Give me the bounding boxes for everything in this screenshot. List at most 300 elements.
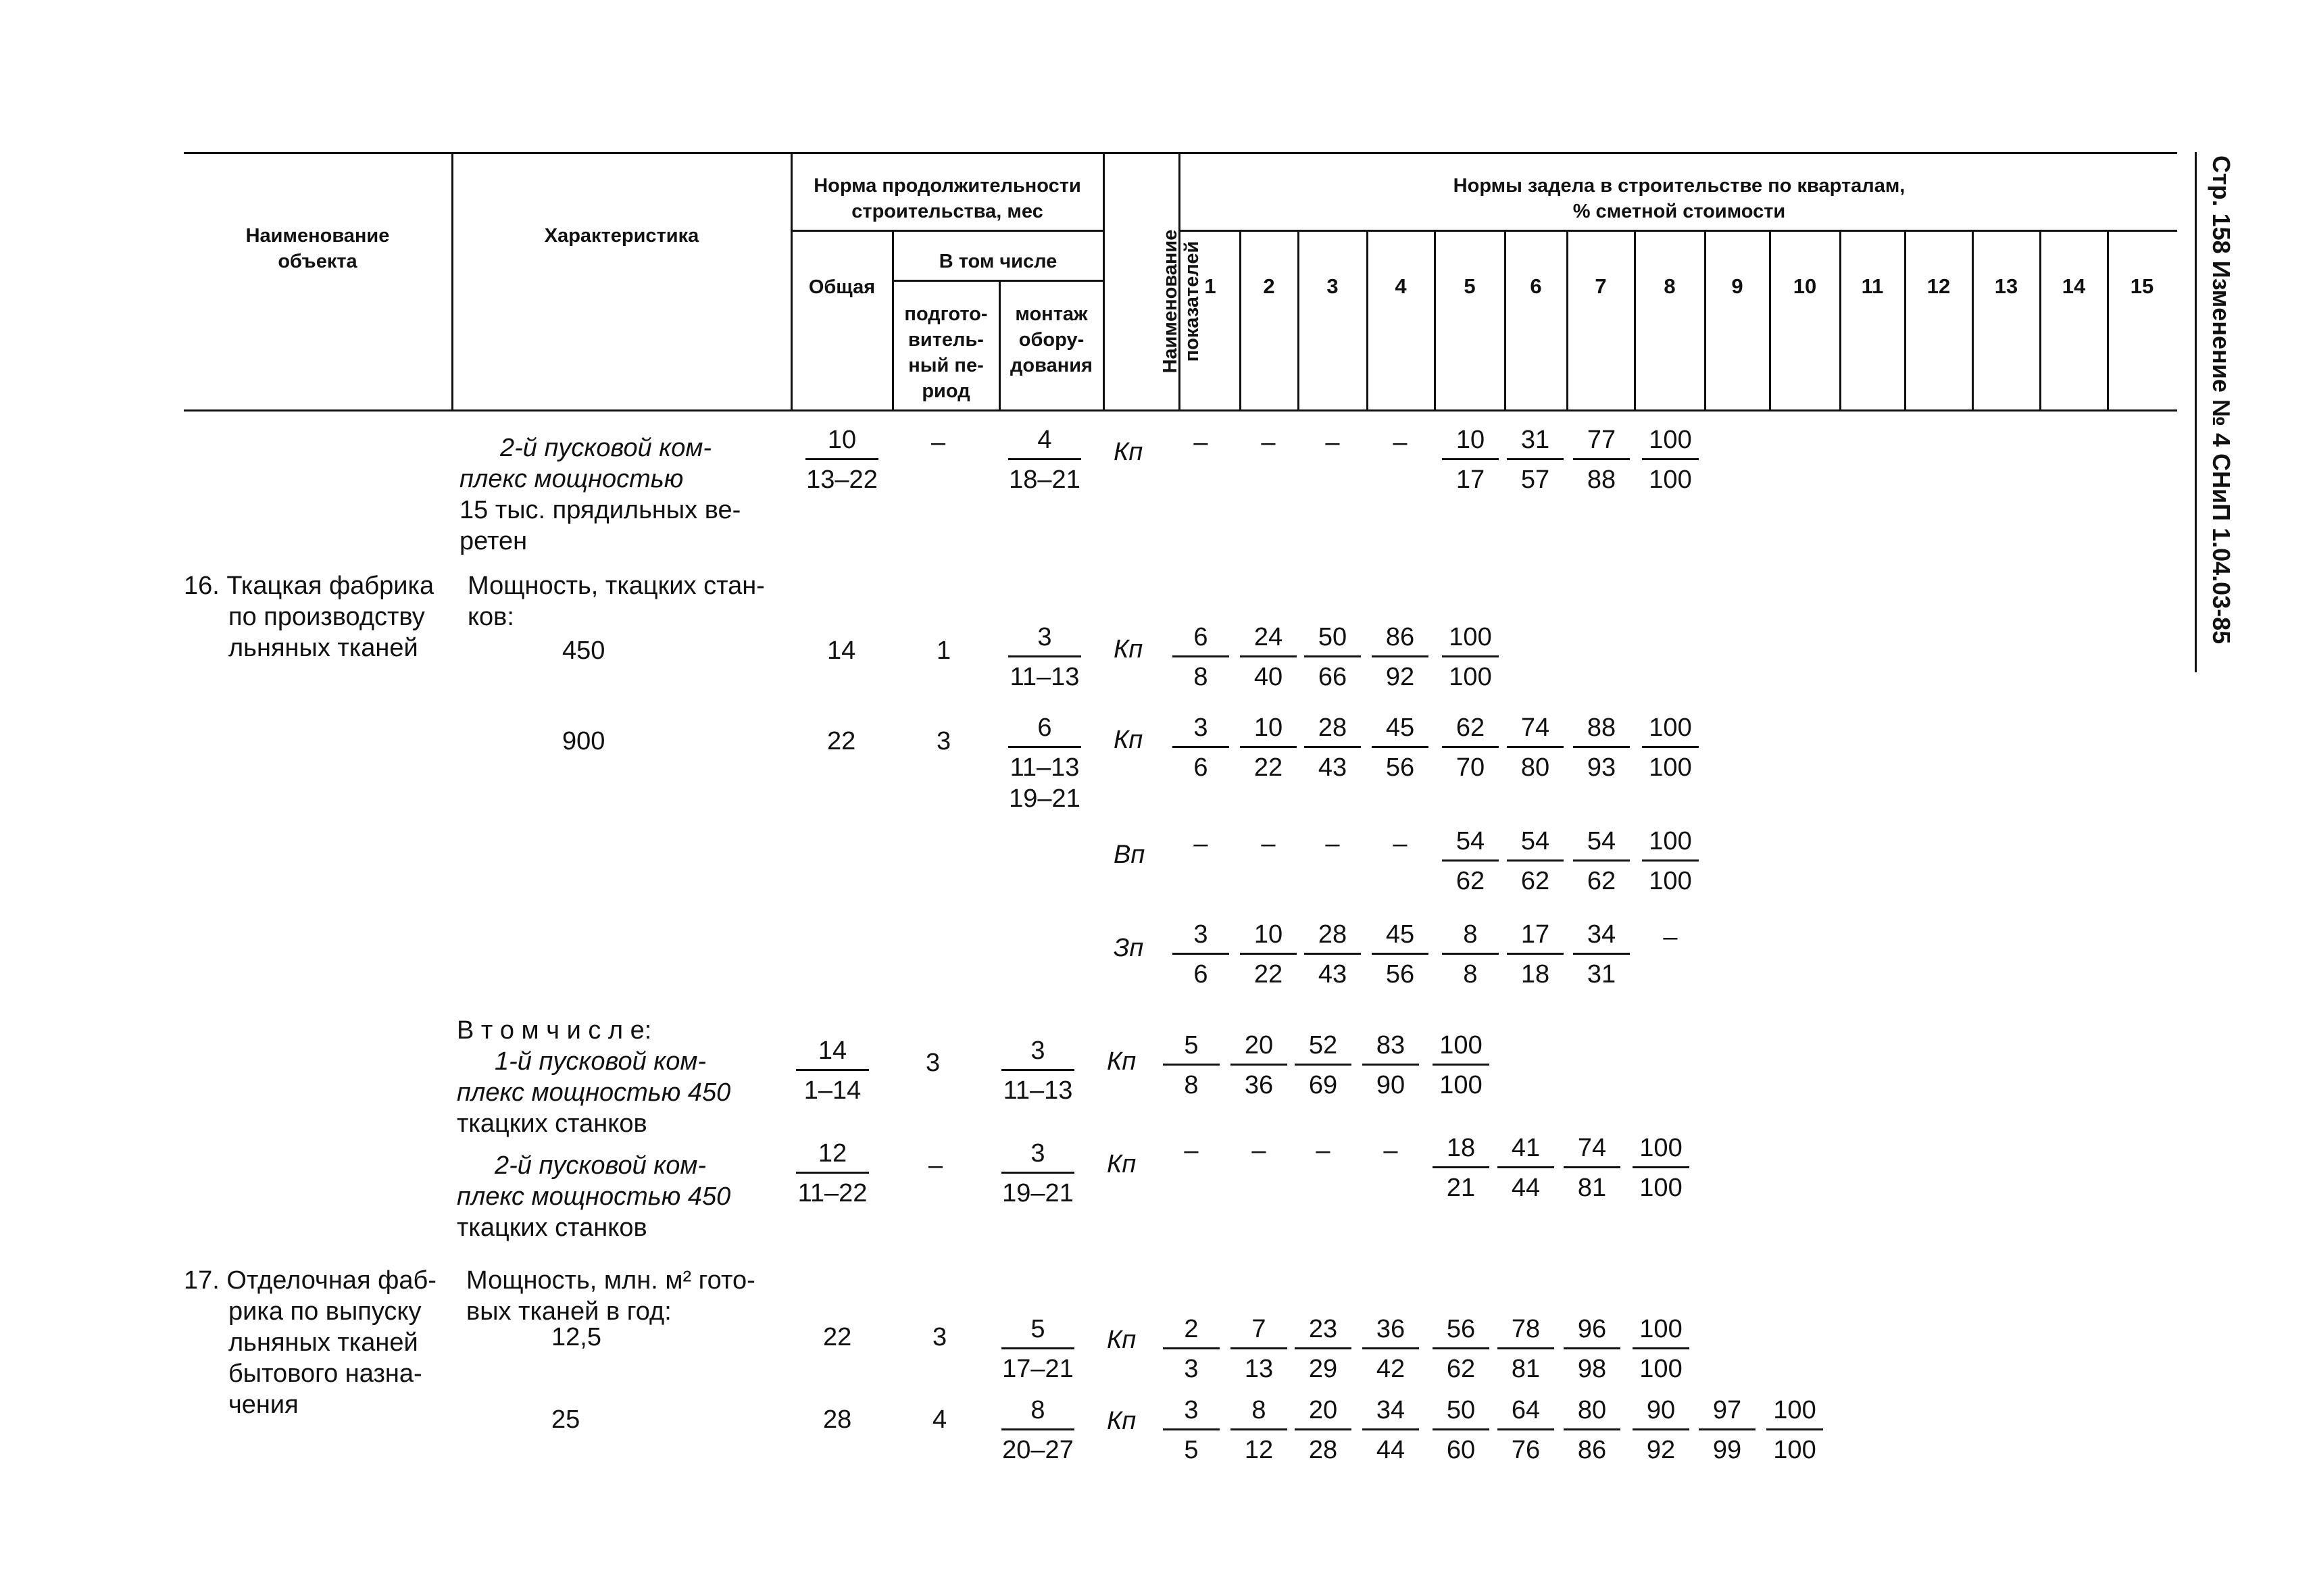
header-preparatory-line3: ный пе- (908, 355, 984, 376)
row-16-c2-total-den: 11–22 (797, 1179, 868, 1207)
header-object-name-line2: объекта (278, 251, 357, 272)
row-16-c1-char-line2: 1-й пусковой ком- (495, 1047, 707, 1076)
fraction-bar (1372, 953, 1428, 955)
col-divider-q3 (1366, 231, 1368, 412)
row-17-b-equip-num: 8 (1030, 1396, 1045, 1424)
quarter-value-den: 100 (1639, 1355, 1683, 1383)
col-divider-q12 (1972, 231, 1974, 412)
quarter-value-fraction (1358, 1395, 1423, 1466)
row-17-object (184, 1265, 437, 1420)
fraction-bar (1230, 1428, 1287, 1430)
row-17-b-equip-den: 20–27 (1002, 1436, 1074, 1464)
fraction-bar (1240, 655, 1297, 657)
row-17-b-prep: 4 (932, 1405, 947, 1434)
page-marker (2195, 155, 2235, 682)
fraction-bar (1372, 746, 1428, 748)
quarter-value-den: 88 (1587, 466, 1616, 494)
quarter-value-den: 29 (1308, 1355, 1338, 1383)
quarter-value-num: 3 (1193, 714, 1208, 742)
quarter-value-fraction (1236, 919, 1301, 990)
header-duration-norm (792, 173, 1103, 224)
header-total: Общая (808, 276, 876, 298)
header-top-rule (184, 152, 2177, 154)
header-equipment-line2: обору- (1018, 329, 1085, 351)
quarter-value-den: 100 (1773, 1436, 1816, 1464)
row-16-object-line2: по производству (228, 603, 425, 631)
quarter-number: 13 (1994, 274, 2018, 298)
row-16-900-equip (1004, 712, 1085, 814)
quarter-value-num: 62 (1455, 714, 1485, 742)
row-16-c2-char-line3: ткацких станков (457, 1214, 647, 1242)
quarter-value-den: 36 (1244, 1071, 1274, 1099)
row-16-450-equip-num: 3 (1037, 623, 1052, 651)
row-16-char-line1: Мощность, ткацких стан- (468, 572, 765, 600)
quarter-value-fraction (1560, 1132, 1624, 1203)
fraction-bar (1001, 1428, 1074, 1430)
fraction-bar (1008, 655, 1081, 657)
quarter-number: 14 (2062, 274, 2086, 298)
row-17-b-capacity: 25 (551, 1405, 580, 1434)
quarter-value-dash: – (1393, 428, 1408, 457)
row-a-prep: – (931, 428, 946, 457)
fraction-bar (1001, 1172, 1074, 1174)
row-16-450-equip (1004, 622, 1085, 693)
quarter-value-fraction (1291, 1395, 1355, 1466)
quarter-value-num: 74 (1520, 714, 1550, 742)
quarter-value-fraction (1628, 1132, 1693, 1203)
quarter-value-num: 88 (1587, 714, 1616, 742)
fraction-bar (1573, 859, 1630, 862)
row-a-equip-num: 4 (1037, 426, 1052, 454)
row-16-c2-char (457, 1150, 730, 1243)
quarter-value-fraction (1438, 712, 1503, 783)
quarter-value-fraction (1762, 1395, 1827, 1466)
quarter-value-den: 56 (1385, 960, 1415, 989)
quarter-value-num: 6 (1193, 623, 1208, 651)
quarter-value-fraction (1300, 919, 1365, 990)
row-16-c2-indicator: Кп (1107, 1150, 1137, 1178)
quarter-value-num: 10 (1455, 426, 1485, 454)
quarter-value-fraction (1358, 1030, 1423, 1101)
row-a-equip (1004, 424, 1085, 495)
row-16-c2-total-num: 12 (818, 1139, 847, 1168)
quarter-value-fraction (1503, 424, 1568, 495)
fraction-bar (1507, 859, 1564, 862)
fraction-bar (1642, 458, 1699, 460)
quarter-value-den: 66 (1318, 663, 1347, 691)
quarter-value-den: 5 (1184, 1436, 1199, 1464)
fraction-bar (1642, 859, 1699, 862)
fraction-bar (805, 458, 878, 460)
fraction-bar (1442, 655, 1499, 657)
quarter-value-num: 96 (1577, 1315, 1607, 1343)
quarter-value-num: 17 (1520, 920, 1550, 949)
quarter-value-fraction (1226, 1314, 1291, 1385)
quarter-value-num: 100 (1439, 1031, 1483, 1059)
row-16-object (184, 570, 434, 664)
fraction-bar (1442, 953, 1499, 955)
col-divider-q9 (1769, 231, 1771, 412)
quarter-value-num: 52 (1308, 1031, 1338, 1059)
quarter-value-den: 62 (1520, 867, 1550, 895)
quarter-value-num: 8 (1251, 1396, 1266, 1424)
header-duration-norm-line2: строительства, мес (851, 201, 1043, 222)
row-17-a-equip-num: 5 (1030, 1315, 1045, 1343)
quarter-value-fraction (1428, 1132, 1493, 1203)
quarter-value-num: 45 (1385, 714, 1415, 742)
quarter-value-dash: – (1261, 830, 1276, 858)
duration-subheader-rule (792, 230, 1104, 232)
header-backlog-line1: Нормы задела в строительстве по кварталам, (1453, 175, 1906, 197)
fraction-bar (1372, 655, 1428, 657)
row-17-a-total: 22 (823, 1323, 852, 1351)
quarter-value-den: 100 (1649, 753, 1692, 782)
quarter-number: 8 (1664, 274, 1676, 298)
quarter-value-num: 80 (1577, 1396, 1607, 1424)
row-16-c1-equip-num: 3 (1030, 1037, 1045, 1065)
fraction-bar (1163, 1428, 1220, 1430)
quarter-value-den: 12 (1244, 1436, 1274, 1464)
row-16-450-equip-den: 11–13 (1010, 663, 1080, 691)
quarter-value-num: 34 (1376, 1396, 1405, 1424)
fraction-bar (1507, 746, 1564, 748)
row-17-char-line2: вых тканей в год: (466, 1297, 672, 1326)
quarter-value-num: 97 (1712, 1396, 1742, 1424)
page-marker-rule (2195, 152, 2197, 672)
quarter-number: 11 (1861, 274, 1884, 298)
header-object-name-line1: Наименование (245, 225, 390, 247)
quarter-value-num: 28 (1318, 714, 1347, 742)
fraction-bar (1362, 1064, 1419, 1066)
quarter-value-den: 70 (1455, 753, 1485, 782)
fraction-bar (1497, 1347, 1554, 1349)
quarter-value-fraction (1493, 1314, 1558, 1385)
quarter-value-num: 50 (1318, 623, 1347, 651)
quarter-value-den: 13 (1244, 1355, 1274, 1383)
col-divider-q5 (1504, 231, 1506, 412)
quarter-value-fraction (1291, 1314, 1355, 1385)
row-17-b-equip (997, 1395, 1078, 1466)
quarter-value-num: 50 (1446, 1396, 1476, 1424)
quarter-value-fraction (1236, 622, 1301, 693)
fraction-bar (1295, 1347, 1351, 1349)
row-a-char-line1: 2-й пусковой ком- (500, 434, 712, 462)
row-16-char (468, 570, 765, 632)
quarter-value-fraction (1628, 1314, 1693, 1385)
fraction-bar (1564, 1347, 1620, 1349)
quarter-number: 9 (1731, 274, 1743, 298)
quarter-value-fraction (1168, 712, 1233, 783)
quarter-value-num: 20 (1308, 1396, 1338, 1424)
quarter-value-den: 86 (1577, 1436, 1607, 1464)
header-characteristic: Характеристика (544, 225, 699, 247)
quarter-value-den: 42 (1376, 1355, 1405, 1383)
fraction-bar (1497, 1166, 1554, 1168)
quarter-value-fraction (1428, 1395, 1493, 1466)
fraction-bar (1442, 746, 1499, 748)
fraction-bar (1564, 1166, 1620, 1168)
quarter-value-den: 62 (1455, 867, 1485, 895)
header-indicator-line2: показателей (1181, 241, 1203, 362)
quarter-value-fraction (1368, 919, 1433, 990)
quarter-value-fraction (1695, 1395, 1760, 1466)
row-16-c2-equip-num: 3 (1030, 1139, 1045, 1168)
col-divider-q13 (2039, 231, 2041, 412)
quarter-number: 5 (1464, 274, 1476, 298)
fraction-bar (1240, 953, 1297, 955)
row-16-900-total: 22 (827, 727, 856, 755)
fraction-bar (1573, 746, 1630, 748)
quarter-value-num: 64 (1511, 1396, 1541, 1424)
quarter-value-den: 18 (1520, 960, 1550, 989)
row-16-900-kp: Кп (1114, 726, 1143, 754)
quarter-value-den: 92 (1385, 663, 1415, 691)
fraction-bar (1172, 655, 1229, 657)
quarter-value-num: 24 (1253, 623, 1283, 651)
quarter-value-fraction (1368, 712, 1433, 783)
row-16-c2-char-line1: 2-й пусковой ком- (495, 1151, 707, 1180)
row-a-char-line3: 15 тыс. прядильных ве- (459, 496, 741, 524)
row-16-450-indicator: Кп (1114, 635, 1143, 664)
header-preparatory-line1: подгото- (904, 303, 988, 325)
quarter-value-fraction (1291, 1030, 1355, 1101)
col-divider-q2 (1297, 231, 1299, 412)
col-divider-q6 (1566, 231, 1568, 412)
quarter-value-fraction (1368, 622, 1433, 693)
col-divider-q11 (1904, 231, 1906, 412)
quarter-value-den: 31 (1587, 960, 1616, 989)
quarter-value-den: 3 (1184, 1355, 1199, 1383)
header-backlog-norms (1181, 173, 2177, 224)
fraction-bar (1295, 1064, 1351, 1066)
fraction-bar (1497, 1428, 1554, 1430)
col-divider-q4 (1434, 231, 1436, 412)
quarter-value-den: 57 (1520, 466, 1550, 494)
quarter-value-num: 3 (1184, 1396, 1199, 1424)
header-equipment-line1: монтаж (1015, 303, 1088, 325)
header-including: В том числе (939, 251, 1057, 272)
fraction-bar (1433, 1428, 1489, 1430)
quarter-value-fraction (1226, 1395, 1291, 1466)
quarter-value-den: 76 (1511, 1436, 1541, 1464)
row-16-c1-char (457, 1015, 730, 1139)
quarter-value-num: 23 (1308, 1315, 1338, 1343)
quarter-number: 1 (1204, 274, 1216, 298)
quarter-value-fraction (1503, 712, 1568, 783)
fraction-bar (1172, 746, 1229, 748)
fraction-bar (1507, 458, 1564, 460)
quarter-value-fraction (1168, 622, 1233, 693)
quarter-value-fraction (1159, 1314, 1224, 1385)
fraction-bar (1433, 1347, 1489, 1349)
quarter-value-den: 90 (1376, 1071, 1405, 1099)
fraction-bar (796, 1172, 869, 1174)
quarter-value-fraction (1638, 826, 1703, 897)
quarter-value-num: 83 (1376, 1031, 1405, 1059)
fraction-bar (1442, 458, 1499, 460)
quarter-value-fraction (1226, 1030, 1291, 1101)
quarter-value-den: 100 (1639, 1174, 1683, 1202)
row-a-total (801, 424, 882, 495)
row-16-450-total: 14 (827, 637, 856, 665)
header-bottom-rule (184, 409, 2177, 412)
quarter-value-num: 3 (1193, 920, 1208, 949)
row-17-a-capacity: 12,5 (551, 1323, 601, 1351)
quarter-value-fraction (1569, 424, 1634, 495)
header-backlog-line2: % сметной стоимости (1572, 201, 1786, 222)
quarter-value-num: 100 (1639, 1315, 1683, 1343)
fraction-bar (1362, 1428, 1419, 1430)
quarter-value-fraction (1358, 1314, 1423, 1385)
row-16-450-prep: 1 (937, 637, 951, 665)
quarter-value-num: 54 (1587, 827, 1616, 855)
fraction-bar (1230, 1064, 1287, 1066)
quarter-value-dash: – (1316, 1137, 1330, 1165)
quarter-value-num: 100 (1649, 827, 1692, 855)
quarter-value-num: 54 (1520, 827, 1550, 855)
row-16-c2-prep: – (928, 1151, 943, 1180)
quarter-value-den: 21 (1446, 1174, 1476, 1202)
header-indicator-name (1160, 220, 1203, 382)
quarter-value-num: 100 (1639, 1134, 1683, 1162)
quarter-value-den: 60 (1446, 1436, 1476, 1464)
fraction-bar (1295, 1428, 1351, 1430)
fraction-bar (1766, 1428, 1823, 1430)
quarter-value-den: 98 (1577, 1355, 1607, 1383)
fraction-bar (1507, 953, 1564, 955)
row-16-object-line1: 16. Ткацкая фабрика (184, 572, 434, 600)
quarter-value-fraction (1569, 919, 1634, 990)
row-17-char (466, 1265, 755, 1327)
quarter-value-den: 17 (1455, 466, 1485, 494)
row-16-900-equip-num: 6 (1037, 714, 1052, 742)
quarter-value-den: 22 (1253, 960, 1283, 989)
quarter-value-den: 44 (1376, 1436, 1405, 1464)
quarter-value-num: 41 (1511, 1134, 1541, 1162)
quarter-value-num: 90 (1646, 1396, 1676, 1424)
page-marker-text: Стр. 158 Изменение № 4 СНиП 1.04.03-85 (2208, 155, 2235, 645)
row-a-char (459, 432, 741, 557)
row-16-c2-char-line2: плекс мощностью 450 (457, 1182, 731, 1211)
quarter-value-fraction (1560, 1395, 1624, 1466)
quarter-value-den: 56 (1385, 753, 1415, 782)
row-16-c2-total (792, 1138, 873, 1209)
header-equipment-line3: дования (1010, 355, 1093, 376)
row-17-a-indicator: Кп (1107, 1326, 1137, 1354)
quarter-number: 12 (1926, 274, 1951, 298)
quarter-value-num: 5 (1184, 1031, 1199, 1059)
fraction-bar (1008, 746, 1081, 748)
fraction-bar (1163, 1064, 1220, 1066)
row-16-c1-prep: 3 (926, 1049, 941, 1077)
quarter-value-num: 100 (1649, 426, 1692, 454)
row-17-b-total: 28 (823, 1405, 852, 1434)
row-16-900-zp: Зп (1114, 934, 1144, 962)
quarter-value-dash: – (1663, 923, 1678, 951)
row-16-900-equip-extra: 19–21 (1009, 784, 1080, 813)
quarter-number: 10 (1793, 274, 1817, 298)
quarter-value-num: 45 (1385, 920, 1415, 949)
quarter-number: 2 (1263, 274, 1275, 298)
quarter-value-den: 93 (1587, 753, 1616, 782)
quarter-value-num: 31 (1520, 426, 1550, 454)
row-a-char-line2: плекс мощностью (459, 465, 684, 493)
quarter-value-num: 54 (1455, 827, 1485, 855)
quarter-value-num: 86 (1385, 623, 1415, 651)
quarter-value-fraction (1428, 1314, 1493, 1385)
quarter-number: 4 (1395, 274, 1407, 298)
row-17-b-indicator: Кп (1107, 1407, 1137, 1435)
row-16-900-equip-den: 11–13 (1010, 753, 1080, 782)
quarter-value-den: 8 (1193, 663, 1208, 691)
quarter-value-fraction (1438, 424, 1503, 495)
fraction-bar (796, 1069, 869, 1071)
row-16-c1-indicator: Кп (1107, 1047, 1137, 1076)
quarter-number: 7 (1595, 274, 1607, 298)
backlog-subheader-rule (1180, 230, 2177, 232)
header-object-name (184, 223, 451, 274)
quarter-value-num: 100 (1449, 623, 1492, 651)
quarter-value-num: 100 (1773, 1396, 1816, 1424)
quarter-value-fraction (1503, 919, 1568, 990)
quarter-value-fraction (1638, 712, 1703, 783)
row-17-a-prep: 3 (932, 1323, 947, 1351)
quarter-value-den: 8 (1184, 1071, 1199, 1099)
header-duration-norm-line1: Норма продолжительности (814, 175, 1081, 197)
quarter-value-fraction (1569, 712, 1634, 783)
quarter-value-fraction (1638, 424, 1703, 495)
fraction-bar (1699, 1428, 1756, 1430)
row-16-c1-equip (997, 1035, 1078, 1106)
quarter-value-fraction (1493, 1132, 1558, 1203)
quarter-value-den: 22 (1253, 753, 1283, 782)
row-16-900-capacity: 900 (562, 727, 605, 755)
row-16-c1-total-num: 14 (818, 1037, 847, 1065)
fraction-bar (1001, 1069, 1074, 1071)
col-divider-q8 (1704, 231, 1706, 412)
quarter-value-dash: – (1383, 1137, 1398, 1165)
row-16-c2-equip-den: 19–21 (1002, 1179, 1074, 1207)
col-divider-q1 (1239, 231, 1241, 412)
quarter-number: 15 (2130, 274, 2154, 298)
quarter-value-den: 43 (1318, 753, 1347, 782)
quarter-value-num: 10 (1253, 714, 1283, 742)
quarter-number: 3 (1326, 274, 1339, 298)
quarter-value-num: 34 (1587, 920, 1616, 949)
quarter-value-den: 44 (1511, 1174, 1541, 1202)
quarter-value-den: 100 (1649, 466, 1692, 494)
quarter-value-den: 6 (1193, 960, 1208, 989)
quarter-value-fraction (1300, 712, 1365, 783)
quarter-value-fraction (1236, 712, 1301, 783)
row-16-object-line3: льняных тканей (228, 634, 418, 662)
quarter-value-fraction (1438, 826, 1503, 897)
fraction-bar (1163, 1347, 1220, 1349)
row-17-a-equip-den: 17–21 (1002, 1355, 1074, 1383)
fraction-bar (1240, 746, 1297, 748)
fraction-bar (1564, 1428, 1620, 1430)
header-preparatory-line4: риод (922, 380, 970, 402)
col-divider-object (451, 152, 453, 412)
row-17-object-line3: льняных тканей (228, 1328, 418, 1357)
quarter-value-fraction (1428, 1030, 1493, 1101)
quarter-value-num: 36 (1376, 1315, 1405, 1343)
quarter-value-den: 6 (1193, 753, 1208, 782)
quarter-value-num: 7 (1251, 1315, 1266, 1343)
row-16-c1-char-line3: плекс мощностью 450 (457, 1078, 731, 1107)
fraction-bar (1304, 746, 1361, 748)
col-divider-q7 (1634, 231, 1636, 412)
